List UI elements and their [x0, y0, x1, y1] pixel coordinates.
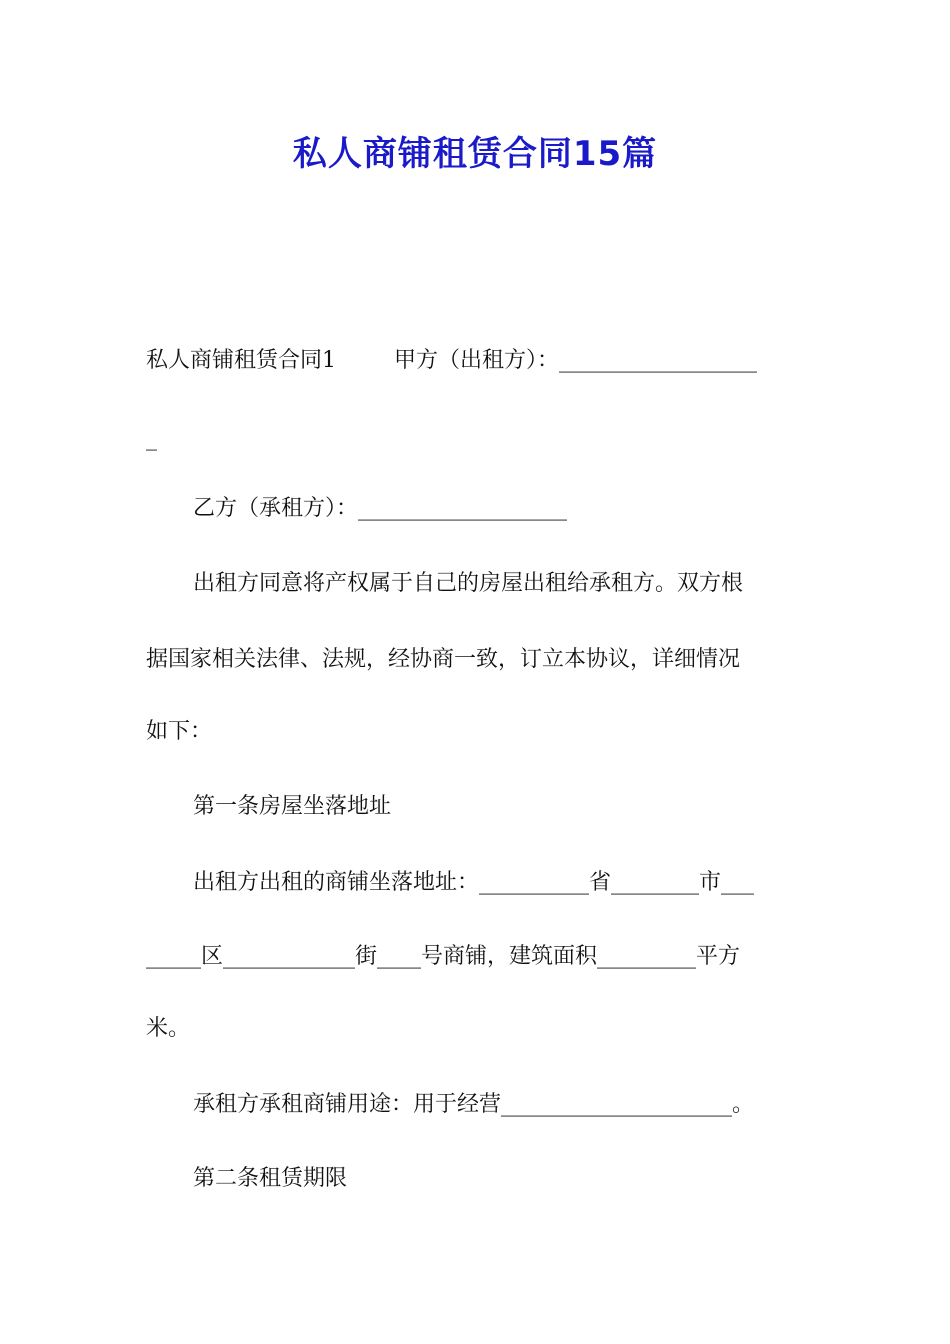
document-title: 私人商铺租赁合同15篇 [292, 134, 658, 174]
usage-line: 承租方承租商铺用途：用于经营_____________________。 [193, 1092, 755, 1117]
party-a-field: 甲方（出租方）：__________________ [394, 348, 758, 373]
party-a-field-continuation: _ [146, 426, 157, 451]
address-line-2: _____区____________街____号商铺，建筑面积_________平方 [146, 944, 741, 969]
contract-number-label: 私人商铺租赁合同1 [146, 348, 336, 373]
article-1-heading: 第一条房屋坐落地址 [193, 794, 392, 819]
paragraph-intro-line-2: 据国家相关法律、法规，经协商一致，订立本协议，详细情况 [146, 647, 741, 672]
address-line-1: 出租方出租的商铺坐落地址：__________省________市___ [193, 870, 755, 895]
article-2-heading: 第二条租赁期限 [193, 1166, 348, 1191]
address-line-3: 米。 [146, 1016, 191, 1041]
contract-heading-line [146, 346, 806, 376]
paragraph-intro-line-3: 如下： [146, 719, 213, 744]
party-b-field: 乙方（承租方）：___________________ [193, 496, 568, 521]
paragraph-intro-line-1: 出租方同意将产权属于自己的房屋出租给承租方。双方根 [193, 571, 744, 596]
